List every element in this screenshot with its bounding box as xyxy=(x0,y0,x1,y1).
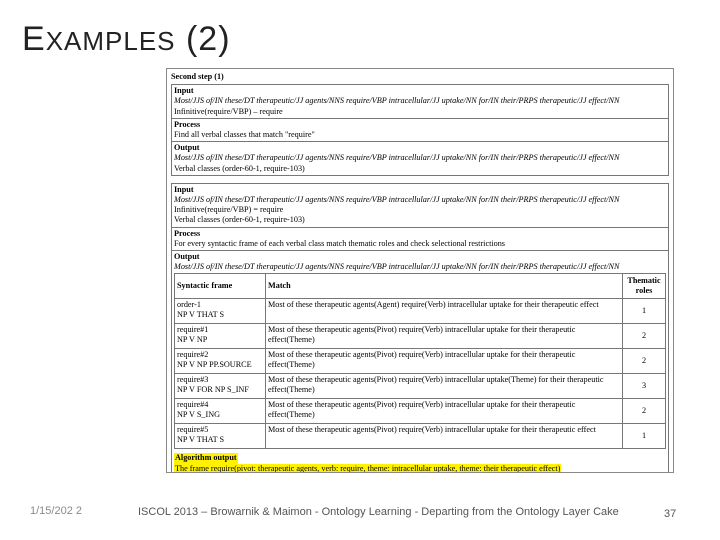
roles-cell: 2 xyxy=(623,324,666,349)
roles-cell: 2 xyxy=(623,399,666,424)
input-tagged-sentence: Most/JJS of/IN these/DT therapeutic/JJ agents/NNS require/VBP intracellular/JJ uptake/NN for/IN their/PRPS therapeutic/JJ effect/NN xyxy=(174,195,620,205)
frame-id: require#5 xyxy=(177,425,209,435)
frame-cell xyxy=(175,374,266,399)
frame-cell xyxy=(175,299,266,324)
col-match: Match xyxy=(266,274,623,299)
roles-cell: 2 xyxy=(623,349,666,374)
frame-pattern: NP V NP xyxy=(177,335,208,345)
match-cell: Most of these therapeutic agents(Pivot) require(Verb) intracellular uptake for their therapeutic effect(Theme) xyxy=(266,399,623,424)
frame-pattern: NP V NP PP.SOURCE xyxy=(177,360,252,370)
footer-text: ISCOL 2013 – Browarnik & Maimon - Ontology Learning - Departing from the Ontology Layer Cake xyxy=(138,506,619,518)
frame-id: require#1 xyxy=(177,325,209,335)
input-verbal-classes: Verbal classes (order-60-1, require-103) xyxy=(174,215,305,225)
step-block-verbal-classes xyxy=(171,84,669,176)
match-cell: Most of these therapeutic agents(Pivot) require(Verb) intracellular uptake for their therapeutic effect(Theme) xyxy=(266,349,623,374)
input-label: Input xyxy=(174,184,194,194)
algorithm-output-label: Algorithm output xyxy=(175,453,237,463)
divider xyxy=(172,227,668,228)
title-suffix: (2) xyxy=(175,20,231,58)
table-row xyxy=(175,299,666,324)
output-verbal-classes: Verbal classes (order-60-1, require-103) xyxy=(174,163,305,173)
frame-id: require#4 xyxy=(177,400,209,410)
table-row xyxy=(175,399,666,424)
col-thematic-roles: Thematic roles xyxy=(623,274,666,299)
col-syntactic-frame: Syntactic frame xyxy=(175,274,266,299)
match-cell: Most of these therapeutic agents(Pivot) require(Verb) intracellular uptake(Theme) for their therapeutic effect(Theme) xyxy=(266,374,623,399)
frame-cell xyxy=(175,349,266,374)
frame-cell xyxy=(175,324,266,349)
input-tagged-sentence: Most/JJS of/IN these/DT therapeutic/JJ agents/NNS require/VBP intracellular/JJ uptake/NN for/IN their/PRPS therapeutic/JJ effect/NN xyxy=(174,96,620,106)
process-label: Process xyxy=(174,228,201,238)
frame-pattern: NP V FOR NP S_INF xyxy=(177,385,249,395)
example-figure xyxy=(166,68,674,473)
table-row xyxy=(175,424,666,449)
page-number: 37 xyxy=(664,508,677,520)
table-row xyxy=(175,374,666,399)
roles-cell: 1 xyxy=(623,299,666,324)
match-cell: Most of these therapeutic agents(Pivot) require(Verb) intracellular uptake for their therapeutic effect(Theme) xyxy=(266,324,623,349)
frame-id: require#2 xyxy=(177,350,209,360)
title-rest: XAMPLES xyxy=(45,26,176,56)
input-infinitive: Infinitive(require/VBP) = require xyxy=(174,205,284,215)
input-label: Input xyxy=(174,86,194,96)
process-label: Process xyxy=(174,119,201,129)
roles-cell: 3 xyxy=(623,374,666,399)
match-cell: Most of these therapeutic agents(Pivot) require(Verb) intracellular uptake for their therapeutic effect xyxy=(266,424,623,449)
output-label: Output xyxy=(174,143,200,153)
step-block-frame-matching xyxy=(171,183,669,473)
footer-date: 1/15/202 2 xyxy=(30,505,82,517)
match-cell: Most of these therapeutic agents(Agent) require(Verb) intracellular uptake for their therapeutic effect xyxy=(266,299,623,324)
frame-id: order-1 xyxy=(177,300,201,310)
divider xyxy=(172,118,668,119)
output-label: Output xyxy=(174,252,200,262)
input-infinitive: Infinitive(require/VBP) – require xyxy=(174,106,283,116)
process-description: For every syntactic frame of each verbal class match thematic roles and check selectional restrictions xyxy=(174,238,505,248)
table-row xyxy=(175,324,666,349)
output-tagged-sentence: Most/JJS of/IN these/DT therapeutic/JJ agents/NNS require/VBP intracellular/JJ uptake/NN for/IN their/PRPS therapeutic/JJ effect/NN xyxy=(174,262,620,272)
process-description: Find all verbal classes that match "require" xyxy=(174,130,315,140)
divider xyxy=(172,141,668,142)
algorithm-output-text: The frame require(pivot: therapeutic agents, verb: require, theme: intracellular uptake, theme: their therapeutic effect) xyxy=(175,463,561,473)
divider xyxy=(172,250,668,251)
frame-pattern: NP V S_ING xyxy=(177,410,221,420)
frame-id: require#3 xyxy=(177,375,209,385)
frame-cell xyxy=(175,424,266,449)
title-initial: E xyxy=(22,20,46,58)
slide-title xyxy=(22,20,231,59)
frame-pattern: NP V THAT S xyxy=(177,435,225,445)
roles-cell: 1 xyxy=(623,424,666,449)
frame-cell xyxy=(175,399,266,424)
frames-table xyxy=(174,273,666,449)
frame-pattern: NP V THAT S xyxy=(177,310,225,320)
figure-header: Second step (1) xyxy=(171,72,224,81)
output-tagged-sentence: Most/JJS of/IN these/DT therapeutic/JJ agents/NNS require/VBP intracellular/JJ uptake/NN for/IN their/PRPS therapeutic/JJ effect/NN xyxy=(174,153,620,163)
table-header-row xyxy=(175,274,666,299)
table-row xyxy=(175,349,666,374)
